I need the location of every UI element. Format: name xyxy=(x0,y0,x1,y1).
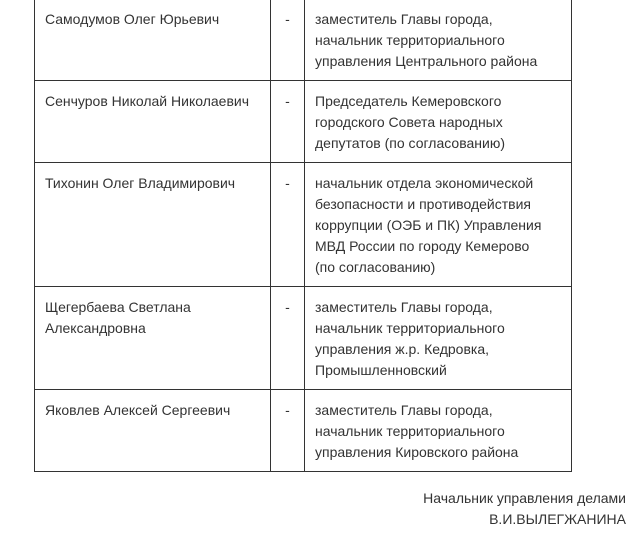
role-line: заместитель Главы города, xyxy=(315,402,493,418)
table-row xyxy=(35,163,572,287)
member-role xyxy=(305,287,572,390)
role-line: заместитель Главы города, xyxy=(315,299,493,315)
dash-separator: - xyxy=(271,0,305,81)
role-line: управления Кировского района xyxy=(315,444,519,460)
role-line: заместитель Главы города, xyxy=(315,11,493,27)
role-line: Председатель Кемеровского xyxy=(315,93,502,109)
role-line: начальник территориального xyxy=(315,32,505,48)
role-line: начальник территориального xyxy=(315,320,505,336)
member-name: Тихонин Олег Владимирович xyxy=(35,163,271,287)
member-name: Яковлев Алексей Сергеевич xyxy=(35,390,271,472)
dash-separator: - xyxy=(271,390,305,472)
signature-block xyxy=(423,488,626,530)
table-row xyxy=(35,287,572,390)
dash-separator: - xyxy=(271,81,305,163)
role-line: городского Совета народных xyxy=(315,114,503,130)
dash-separator: - xyxy=(271,287,305,390)
member-role xyxy=(305,390,572,472)
role-line: (по согласованию) xyxy=(315,259,436,275)
table-row xyxy=(35,81,572,163)
role-line: управления Центрального района xyxy=(315,53,538,69)
table-row xyxy=(35,0,572,81)
members-table xyxy=(34,0,572,472)
member-name: Щегербаева Светлана Александровна xyxy=(35,287,271,390)
member-name: Сенчуров Николай Николаевич xyxy=(35,81,271,163)
role-line: начальник территориального xyxy=(315,423,505,439)
role-line: депутатов (по согласованию) xyxy=(315,135,505,151)
role-line: управления ж.р. Кедровка, xyxy=(315,341,489,357)
role-line: Промышленновский xyxy=(315,362,447,378)
member-name: Самодумов Олег Юрьевич xyxy=(35,0,271,81)
role-line: начальник отдела экономической xyxy=(315,175,534,191)
role-line: коррупции (ОЭБ и ПК) Управления xyxy=(315,217,542,233)
member-role xyxy=(305,163,572,287)
role-line: безопасности и противодействия xyxy=(315,196,531,212)
table-row xyxy=(35,390,572,472)
dash-separator: - xyxy=(271,163,305,287)
signatory-name: В.И.ВЫЛЕГЖАНИНА xyxy=(489,511,626,527)
signatory-position: Начальник управления делами xyxy=(423,490,626,506)
role-line: МВД России по городу Кемерово xyxy=(315,238,530,254)
member-role xyxy=(305,81,572,163)
member-role xyxy=(305,0,572,81)
